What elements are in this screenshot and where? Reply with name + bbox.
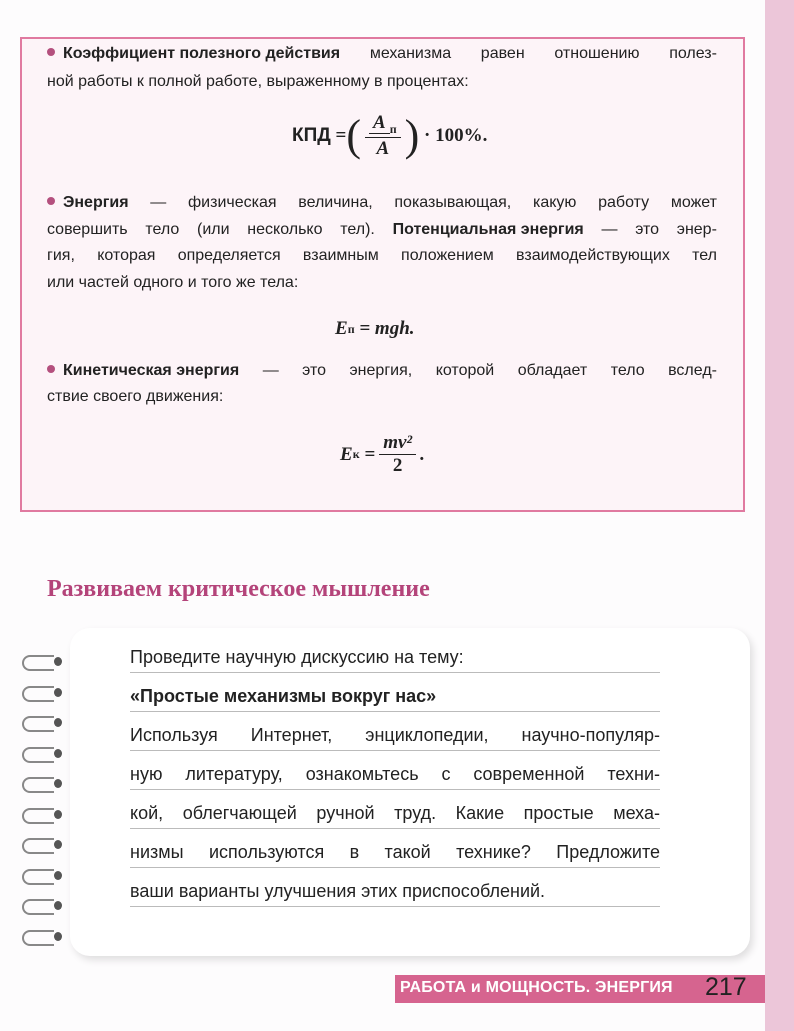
word: тело xyxy=(610,362,645,379)
word: энер- xyxy=(676,221,717,238)
section-heading: Развиваем критическое мышление xyxy=(47,576,430,602)
word: гия, xyxy=(47,247,75,264)
term-potential-energy: Потенциальная энергия xyxy=(392,221,584,238)
formula-tail: . xyxy=(420,443,425,465)
notebook-topic: «Простые механизмы вокруг нас» xyxy=(130,686,660,712)
word: определяется xyxy=(177,247,281,264)
formula-lhs: E xyxy=(340,443,353,465)
notebook-line: ваши варианты улучшения этих приспособлений. xyxy=(130,881,660,907)
bullet-icon xyxy=(47,48,55,56)
numerator: A xyxy=(369,112,390,134)
word: — xyxy=(601,221,618,238)
word: которая xyxy=(97,247,156,264)
bullet-icon xyxy=(47,365,55,373)
notebook-line: Используя Интернет, энциклопедии, научно-популяр- xyxy=(130,725,660,751)
spiral-binding-icon xyxy=(22,655,66,960)
term-kinetic-energy: Кинетическая энергия xyxy=(63,362,240,379)
word: взаимным xyxy=(302,247,379,264)
fraction xyxy=(379,432,416,477)
kinetic-line-2 xyxy=(47,388,717,406)
formula-lhs: КПД xyxy=(292,124,331,146)
word: величина, xyxy=(298,194,373,211)
term-energy: Энергия xyxy=(63,194,129,211)
word: это xyxy=(635,221,660,238)
word: физическая xyxy=(188,194,277,211)
denominator: A xyxy=(376,137,390,159)
word: которой xyxy=(435,362,495,379)
energy-line-3 xyxy=(47,247,717,265)
formula-lhs: E xyxy=(335,318,348,339)
subscript: к xyxy=(352,447,360,461)
kpd-line-1 xyxy=(47,45,717,63)
word: полез- xyxy=(669,45,717,62)
word: тело xyxy=(145,221,180,238)
text: ной работы к полной работе, выраженному в процентах: xyxy=(47,73,469,90)
subscript: п xyxy=(389,121,397,136)
formula-tail: · 100%. xyxy=(424,124,488,146)
word: вслед- xyxy=(668,362,717,379)
word: это xyxy=(302,362,327,379)
subscript: п xyxy=(347,321,355,336)
page-number: 217 xyxy=(705,973,747,1001)
word: положением xyxy=(401,247,494,264)
kinetic-line-1 xyxy=(47,362,717,380)
word: — xyxy=(262,362,279,379)
formula-kpd: КПД = ( $\frac{A _п}{A}$ ) · 100%. xyxy=(292,110,488,160)
word: — xyxy=(150,194,167,211)
word: несколько xyxy=(247,221,323,238)
word: может xyxy=(670,194,717,211)
chapter-title: РАБОТА и МОЩНОСТЬ. ЭНЕРГИЯ xyxy=(400,979,673,996)
word: энергия, xyxy=(349,362,413,379)
notebook-line: кой, облегчающей ручной труд. Какие простые меха- xyxy=(130,803,660,829)
notebook-line: ную литературу, ознакомьтесь с современной техни- xyxy=(130,764,660,790)
word: взаимодействующих xyxy=(516,247,670,264)
energy-line-2 xyxy=(47,221,717,239)
word: тел). xyxy=(340,221,375,238)
notebook-line: низмы используются в такой технике? Предложите xyxy=(130,842,660,868)
word: какую xyxy=(532,194,577,211)
kpd-line-2 xyxy=(47,73,717,91)
formula-kinetic: E к = $\frac{\text{mv²}}{2}$ . xyxy=(340,432,425,476)
denominator: 2 xyxy=(392,455,403,476)
fraction xyxy=(365,112,401,160)
word: тел xyxy=(692,247,717,264)
text: или частей одного и того же тела: xyxy=(47,274,299,291)
text: ствие своего движения: xyxy=(47,388,224,405)
word: механизма xyxy=(369,45,452,62)
word: равен xyxy=(480,45,525,62)
term-kpd: Коэффициент полезного действия xyxy=(63,45,341,62)
bullet-icon xyxy=(47,197,55,205)
word: обладает xyxy=(517,362,588,379)
numerator: mv² xyxy=(379,432,416,455)
formula-rhs: = mgh. xyxy=(359,318,415,339)
notebook-line: Проведите научную дискуссию на тему: xyxy=(130,647,660,673)
formula-potential xyxy=(335,318,415,340)
page-edge-strip xyxy=(765,0,794,1031)
word: совершить xyxy=(47,221,128,238)
energy-line-4 xyxy=(47,274,717,292)
word: (или xyxy=(197,221,230,238)
word: отношению xyxy=(554,45,640,62)
word: показывающая, xyxy=(394,194,512,211)
word: работу xyxy=(598,194,650,211)
energy-line-1 xyxy=(47,194,717,212)
